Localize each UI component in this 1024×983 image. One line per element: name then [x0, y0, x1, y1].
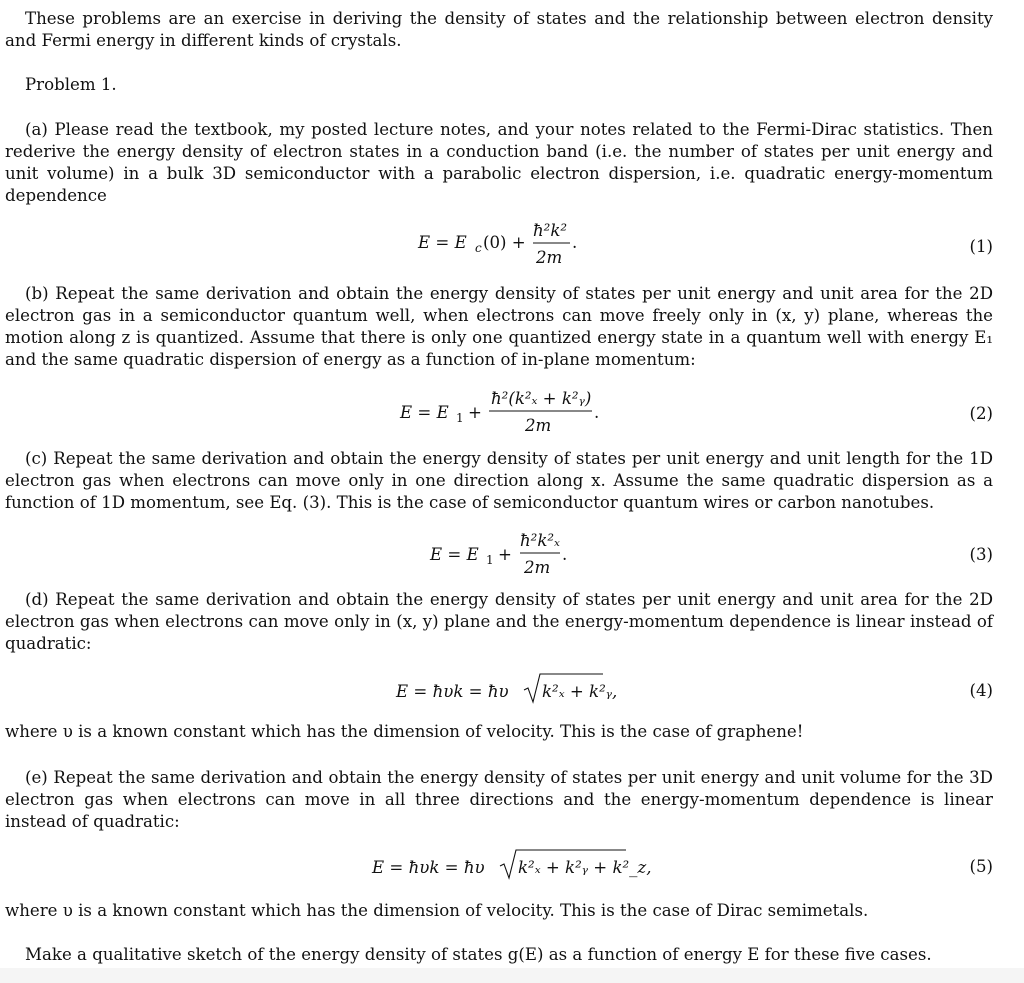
part-b-text: (b) Repeat the same derivation and obtain the energy density of states per unit energy and unit area for the 2D electron gas in a semiconductor quantum well, when electrons can move freely only in (x, y) plane, whereas the motion along z is quantized. Assume that there is only one quantized energy state in a quantum well with energy E₁ and the same quadratic dispersion of energy as a function of in-plane momentum:	[5, 284, 993, 369]
intro-paragraph: These problems are an exercise in deriving the density of states and the relationship between electron density and Fermi energy in different kinds of crystals.	[5, 9, 993, 50]
eq1-lhs: E = E	[418, 233, 467, 252]
eq4-number: (4)	[969, 681, 993, 700]
problem-heading: Problem 1.	[25, 75, 117, 94]
eq2-lhs: E = E	[400, 403, 449, 422]
eq3-num: ħ²k²ₓ	[520, 531, 560, 550]
eq3-den: 2m	[524, 558, 551, 577]
eq2-num: ħ²(k²ₓ + k²ᵧ)	[491, 389, 592, 408]
after-e-text: where υ is a known constant which has the dimension of velocity. This is the case of Dirac semimetals.	[5, 901, 869, 920]
equation-5	[0, 846, 1024, 890]
part-d-text: (d) Repeat the same derivation and obtain the energy density of states per unit energy and unit area for the 2D electron gas when electrons can move only in (x, y) plane and the energy-momentum dependence is linear instead of quadratic:	[5, 590, 993, 653]
eq4-rad: k²ₓ + k²ᵧ,	[542, 682, 618, 701]
svg-text:.: .	[562, 545, 568, 564]
eq1-number: (1)	[969, 237, 993, 256]
eq3-sub: 1	[486, 553, 494, 567]
eq1-den: 2m	[536, 248, 563, 267]
eq1-arg: (0) +	[483, 233, 526, 252]
eq1-sub: c	[475, 241, 482, 255]
closing-text: Make a qualitative sketch of the energy density of states g(E) as a function of energy E for these five cases.	[25, 945, 932, 964]
eq2-den: 2m	[525, 416, 552, 435]
eq3-plus: +	[498, 545, 512, 564]
equation-2	[0, 384, 1024, 435]
svg-text:.: .	[594, 403, 600, 422]
equation-3	[0, 528, 1024, 577]
eq2-plus: +	[468, 403, 482, 422]
part-c-text: (c) Repeat the same derivation and obtain the energy density of states per unit energy and unit length for the 1D electron gas when electrons can move only in one direction along x. Assume the same quadratic dispersion as a function of 1D momentum, see Eq. (3). This is the case of semiconductor quantum wires or carbon nanotubes.	[5, 449, 993, 512]
eq3-lhs: E = E	[430, 545, 479, 564]
svg-text:.: .	[572, 233, 578, 252]
equation-1	[0, 222, 1024, 266]
part-e-text: (e) Repeat the same derivation and obtain the energy density of states per unit energy and unit volume for the 3D electron gas when electrons can move in all three directions and the energy-momentum dependence is linear instead of quadratic:	[5, 768, 993, 831]
eq4-lhs: E = ħυk = ħυ	[396, 682, 509, 701]
eq1-num: ħ²k²	[533, 221, 568, 240]
equation-4	[0, 670, 1024, 714]
eq2-sub: 1	[456, 411, 464, 425]
part-a-text: (a) Please read the textbook, my posted lecture notes, and your notes related to the Fermi-Dirac statistics. Then rederive the energy density of electron states in a conduction band (i.e. the number of states per unit energy and unit volume) in a bulk 3D semiconductor with a parabolic electron dispersion, i.e. quadratic energy-momentum dependence	[5, 120, 993, 205]
eq5-rad: k²ₓ + k²ᵧ + k²_z,	[518, 858, 652, 877]
eq5-lhs: E = ħυk = ħυ	[372, 858, 485, 877]
after-d-text: where υ is a known constant which has the dimension of velocity. This is the case of graphene!	[5, 722, 804, 741]
eq2-number: (2)	[969, 404, 993, 423]
page-bottom-band	[0, 968, 1024, 983]
eq5-number: (5)	[969, 857, 993, 876]
eq3-number: (3)	[969, 545, 993, 564]
